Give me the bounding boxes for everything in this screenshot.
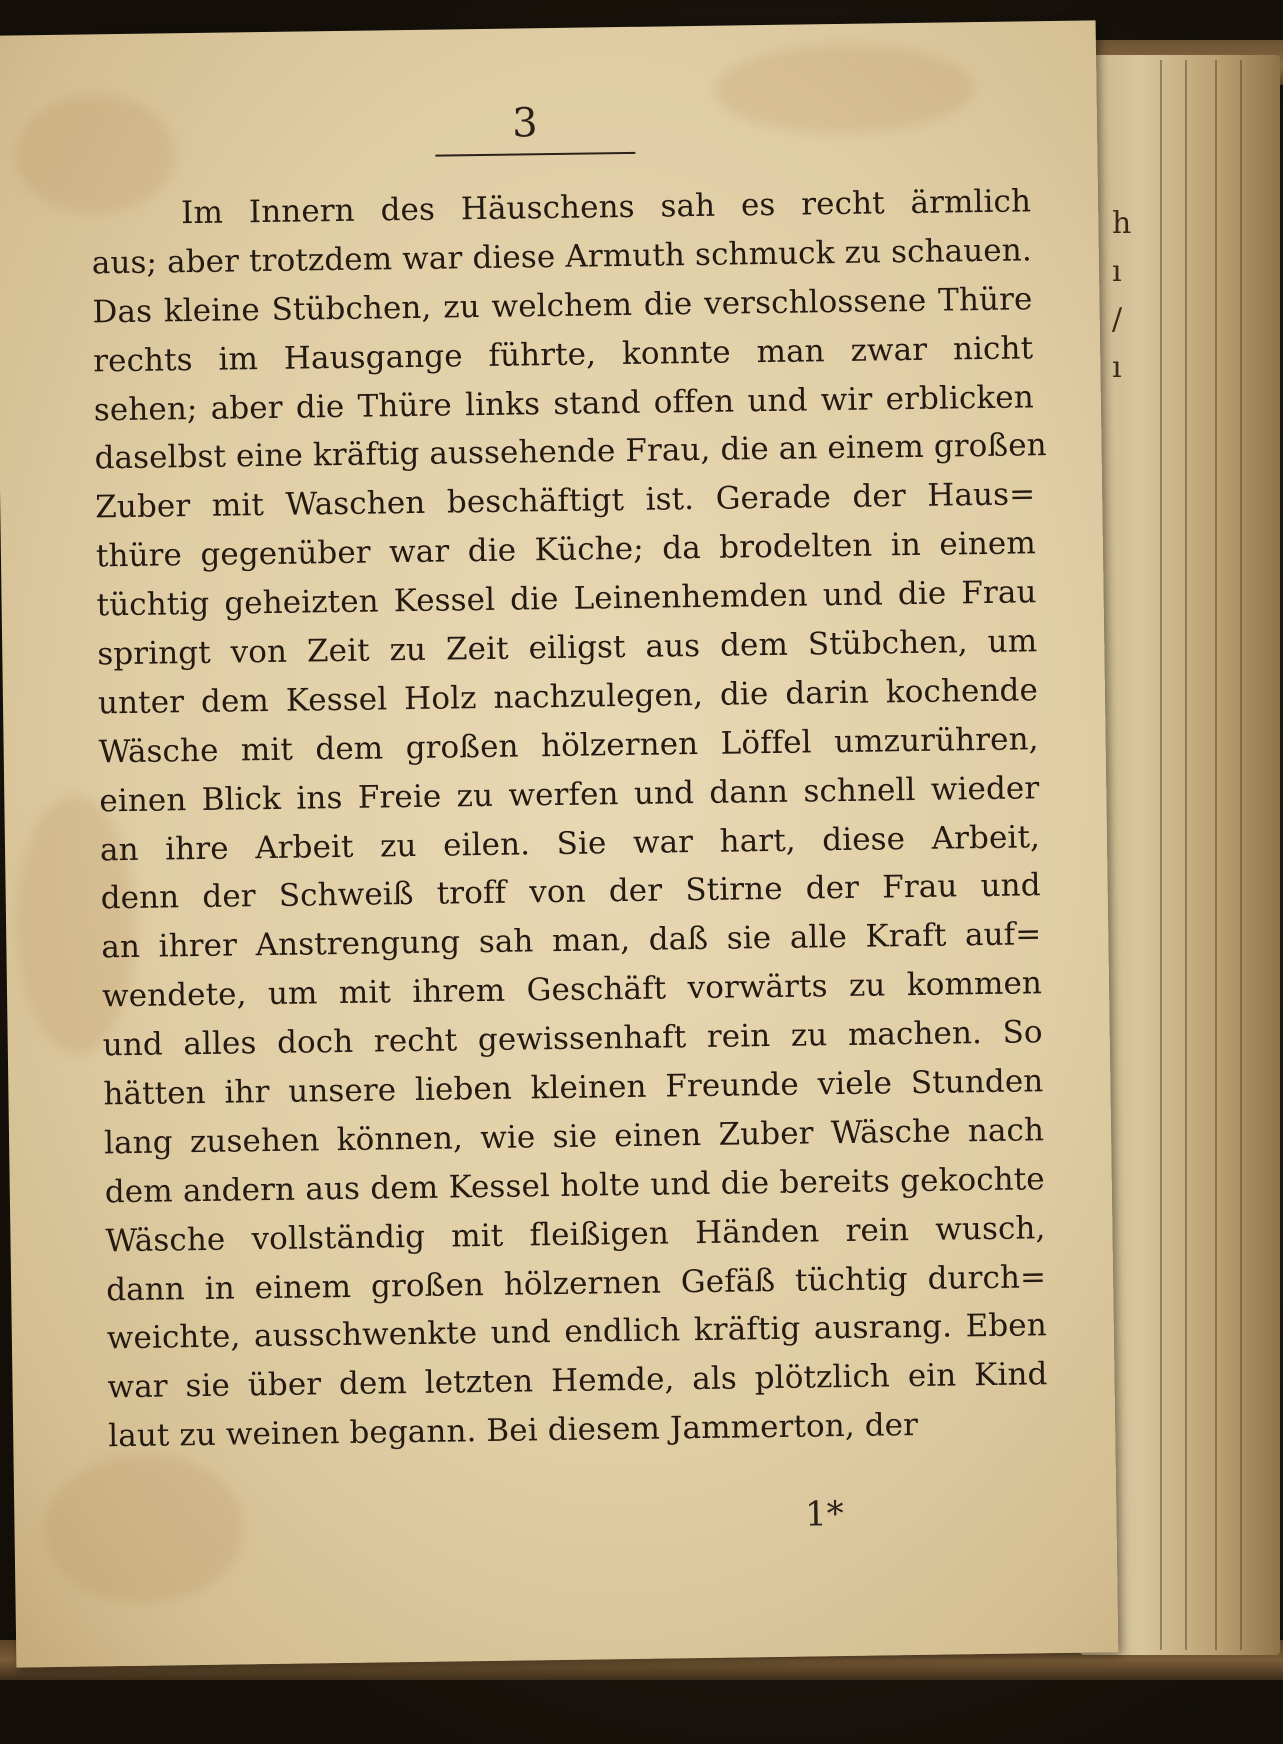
text-line: thüre gegenüber war die Küche; da brodelten in einem (95, 525, 1037, 575)
text-line: an ihre Arbeit zu eilen. Sie war hart, diese Arbeit, (99, 818, 1041, 868)
text-line: lang zusehen können, wie sie einen Zuber Wäsche nach (103, 1112, 1045, 1162)
text-line: weichte, ausschwenkte und endlich kräftig ausrang. Eben (106, 1307, 1048, 1357)
page-edge-line (1240, 60, 1242, 1650)
book-page (0, 20, 1118, 1667)
text-line: aus; aber trotzdem war diese Armuth schmuck zu schauen. (91, 232, 1033, 282)
text-line: hätten ihr unsere lieben kleinen Freunde viele Stunden (103, 1063, 1044, 1113)
text-line: sehen; aber die Thüre links stand offen und wir erblicken (93, 378, 1035, 428)
body-text (91, 177, 1049, 1461)
text-line: wendete, um mit ihrem Geschäft vorwärts zu kommen (101, 965, 1043, 1015)
text-line: tüchtig geheizten Kessel die Leinenhemden und die Frau (96, 574, 1037, 624)
text-line: dem andern aus dem Kessel holte und die bereits gekochte (104, 1161, 1045, 1211)
page-edge-line (1215, 60, 1217, 1650)
signature-mark: 1* (804, 1494, 844, 1535)
next-page-glyphs (1112, 200, 1152, 392)
page-number: 3 (511, 100, 538, 147)
text-line: Zuber mit Waschen beschäftigt ist. Gerade der Haus= (95, 476, 1036, 526)
paper-stain (43, 1452, 245, 1605)
text-line: Wäsche vollständig mit fleißigen Händen rein wusch, (105, 1209, 1046, 1260)
text-line: denn der Schweiß troff von der Stirne der Frau und (100, 867, 1041, 917)
text-line: Das kleine Stübchen, zu welchem die verschlossene Thüre (92, 281, 1033, 331)
text-line: dann in einem großen hölzernen Gefäß tüchtig durch= (105, 1258, 1047, 1308)
next-page-glyph: / (1112, 302, 1123, 337)
next-page-glyph: ı (1112, 254, 1122, 289)
page-edge-line (1185, 60, 1187, 1650)
next-page-glyph: ı (1112, 350, 1122, 385)
text-line: daselbst eine kräftig aussehende Frau, die an einem großen (94, 427, 1048, 477)
page-edge-line (1160, 60, 1162, 1650)
text-line: laut zu weinen begann. Bei diesem Jammerton, der (107, 1407, 919, 1455)
paper-stain (714, 42, 975, 136)
text-line: rechts im Hausgange führte, konnte man zwar nicht (92, 329, 1034, 380)
text-line: Wäsche mit dem großen hölzernen Löffel umzurühren, (98, 721, 1039, 771)
text-line: und alles doch recht gewissenhaft rein zu machen. So (102, 1014, 1043, 1064)
text-line: springt von Zeit zu Zeit eiligst aus dem Stübchen, um (97, 623, 1038, 673)
text-line: unter dem Kessel Holz nachzulegen, die darin kochende (97, 672, 1039, 722)
text-line: an ihrer Anstrengung sah man, daß sie alle Kraft auf= (101, 916, 1042, 966)
text-line: Im Innern des Häuschens sah es recht ärmlich (180, 183, 1032, 232)
next-page-glyph: h (1112, 206, 1132, 241)
text-line: war sie über dem letzten Hemde, als plötzlich ein Kind (107, 1356, 1048, 1406)
header-rule (435, 152, 635, 157)
text-line: einen Blick ins Freie zu werfen und dann schnell wieder (99, 769, 1040, 820)
